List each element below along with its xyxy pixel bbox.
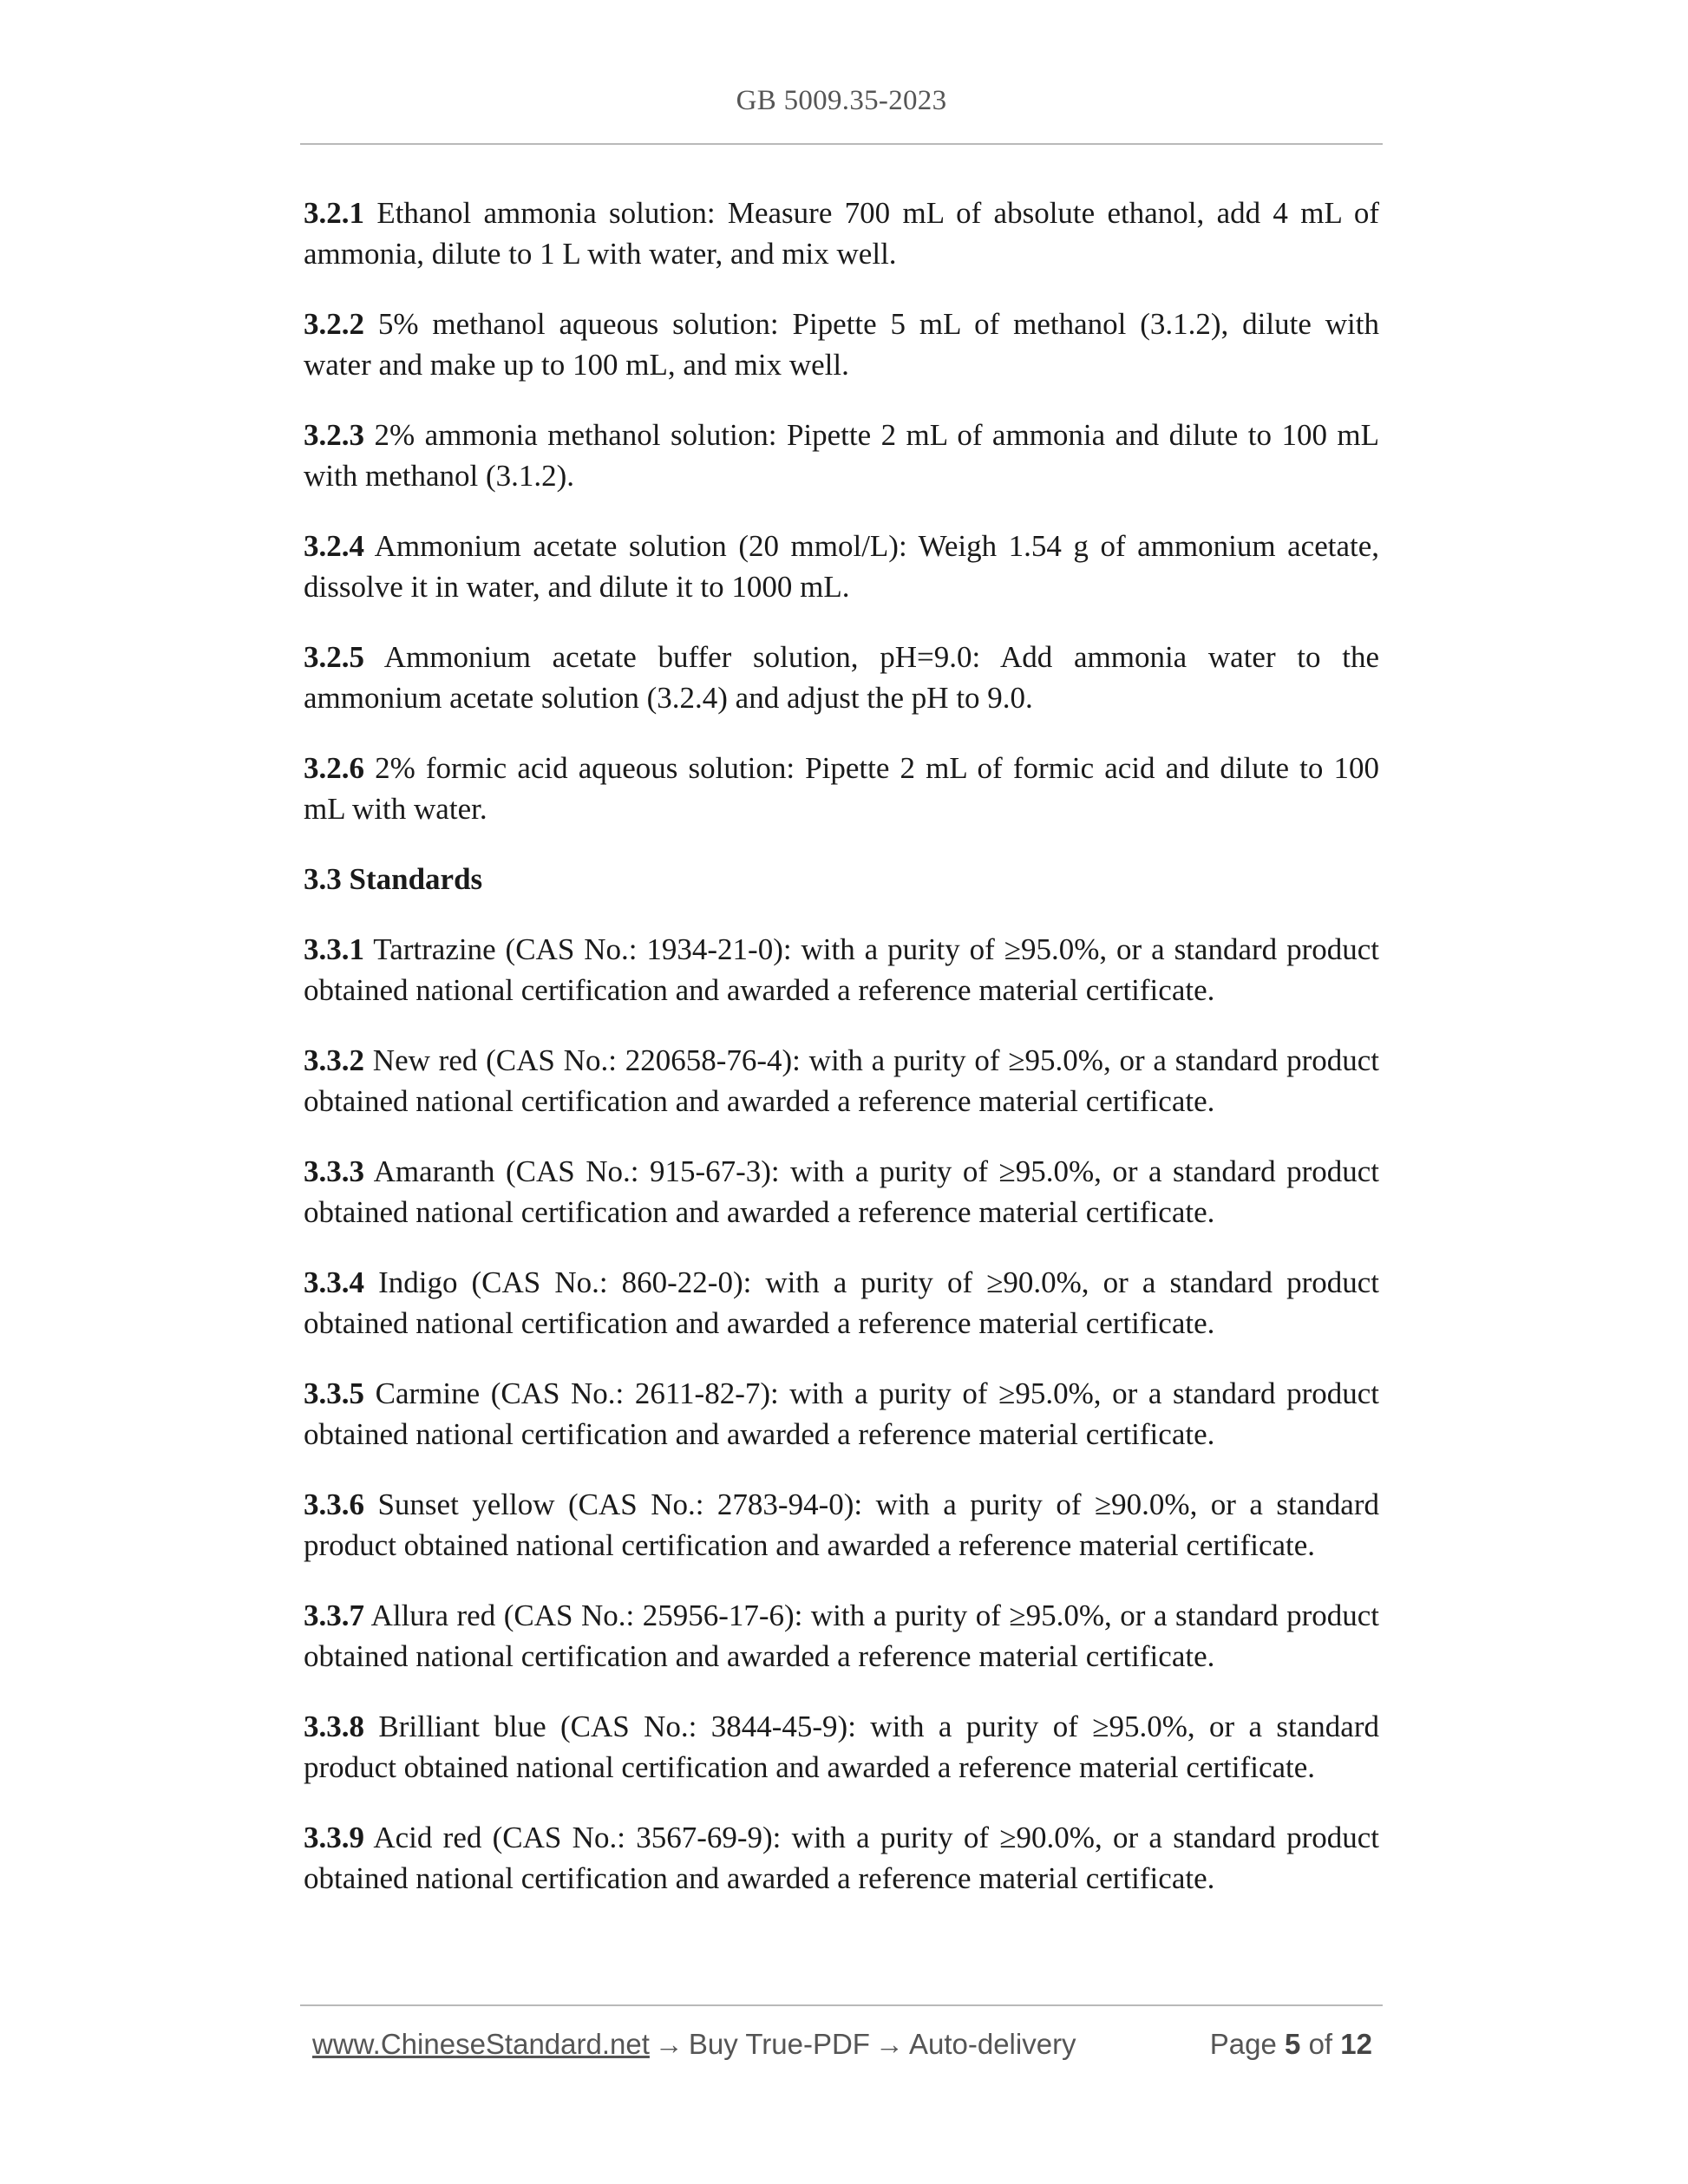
clause-number: 3.3.3 xyxy=(304,1154,364,1188)
clause-number: 3.3.8 xyxy=(304,1710,364,1743)
clause-3-3-4 xyxy=(304,1262,1379,1344)
clause-number: 3.2.1 xyxy=(304,196,364,230)
clause-number: 3.3.2 xyxy=(304,1043,364,1077)
auto-delivery-text: Auto-delivery xyxy=(908,2028,1076,2060)
clause-text: 2% ammonia methanol solution: Pipette 2 mL of ammonia and dilute to 100 mL with methanol (3.1.2). xyxy=(304,418,1380,493)
page-footer xyxy=(312,2028,1372,2068)
header-divider xyxy=(300,143,1383,145)
page-header: GB 5009.35-2023 xyxy=(736,85,947,116)
clause-3-3-7 xyxy=(304,1595,1379,1677)
clause-text: Ammonium acetate solution (20 mmol/L): Weigh 1.54 g of ammonium acetate, dissolve it in water, and dilute it to 1000 mL. xyxy=(304,529,1380,604)
clause-number: 3.3.9 xyxy=(304,1821,364,1854)
clause-3-2-4 xyxy=(304,526,1379,607)
clause-number: 3.2.5 xyxy=(304,640,364,674)
page-number xyxy=(1210,2028,1372,2061)
clause-3-2-6 xyxy=(304,748,1379,829)
clause-3-2-5 xyxy=(304,637,1379,718)
clause-text: Sunset yellow (CAS No.: 2783-94-0): with a purity of ≥90.0%, or a standard product obtained national certification and awarded a reference material certificate. xyxy=(304,1488,1379,1562)
document-body xyxy=(304,193,1379,1928)
clause-text: Acid red (CAS No.: 3567-69-9): with a purity of ≥90.0%, or a standard product obtained national certification and awarded a reference material certificate. xyxy=(304,1821,1379,1895)
clause-3-3-2 xyxy=(304,1040,1379,1121)
clause-text: 2% formic acid aqueous solution: Pipette 2 mL of formic acid and dilute to 100 mL with water. xyxy=(304,751,1380,826)
clause-3-2-3 xyxy=(304,415,1379,496)
clause-3-3-1 xyxy=(304,929,1379,1010)
clause-text: 5% methanol aqueous solution: Pipette 5 mL of methanol (3.1.2), dilute with water and make up to 100 mL, and mix well. xyxy=(304,307,1379,382)
clause-text: New red (CAS No.: 220658-76-4): with a purity of ≥95.0%, or a standard product obtained national certification and awarded a reference material certificate. xyxy=(304,1043,1380,1118)
clause-number: 3.3.1 xyxy=(304,932,364,966)
clause-3-3-9 xyxy=(304,1817,1379,1899)
footer-promo xyxy=(312,2028,1076,2061)
of-label: of xyxy=(1308,2028,1333,2060)
arrow-right-icon: → xyxy=(654,2028,684,2060)
clause-text: Brilliant blue (CAS No.: 3844-45-9): with a purity of ≥95.0%, or a standard product obtained national certification and awarded a reference material certificate. xyxy=(304,1710,1379,1784)
clause-text: Indigo (CAS No.: 860-22-0): with a purity of ≥90.0%, or a standard product obtained national certification and awarded a reference material certificate. xyxy=(304,1265,1380,1340)
clause-text: Ethanol ammonia solution: Measure 700 mL of absolute ethanol, add 4 mL of ammonia, dilute to 1 L with water, and mix well. xyxy=(304,196,1380,271)
clause-text: Ammonium acetate buffer solution, pH=9.0: Add ammonia water to the ammonium acetate solution (3.2.4) and adjust the pH to 9.0. xyxy=(304,640,1379,715)
total-pages: 12 xyxy=(1340,2028,1372,2060)
clause-number: 3.3.7 xyxy=(304,1599,364,1632)
footer-divider xyxy=(300,2004,1383,2006)
clause-number: 3.2.2 xyxy=(304,307,364,341)
clause-text: Amaranth (CAS No.: 915-67-3): with a purity of ≥95.0%, or a standard product obtained national certification and awarded a reference material certificate. xyxy=(304,1154,1380,1229)
clause-3-3-8 xyxy=(304,1706,1379,1788)
clause-3-3-5 xyxy=(304,1373,1379,1455)
clause-3-2-1 xyxy=(304,193,1379,274)
clause-text: Allura red (CAS No.: 25956-17-6): with a purity of ≥95.0%, or a standard product obtained national certification and awarded a reference material certificate. xyxy=(304,1599,1379,1673)
buy-true-pdf-text: Buy True-PDF xyxy=(688,2028,870,2060)
clause-text: Carmine (CAS No.: 2611-82-7): with a purity of ≥95.0%, or a standard product obtained national certification and awarded a reference material certificate. xyxy=(304,1376,1380,1451)
arrow-right-icon: → xyxy=(874,2028,904,2060)
current-page: 5 xyxy=(1285,2028,1301,2060)
clause-number: 3.3.5 xyxy=(304,1376,364,1410)
clause-number: 3.3.4 xyxy=(304,1265,364,1299)
clause-3-3-6 xyxy=(304,1484,1379,1566)
clause-3-3-3 xyxy=(304,1151,1379,1233)
section-heading-standards: 3.3 Standards xyxy=(304,862,483,896)
clause-number: 3.2.4 xyxy=(304,529,364,563)
website-link[interactable]: www.ChineseStandard.net xyxy=(312,2028,650,2060)
page-label: Page xyxy=(1209,2028,1277,2060)
clause-3-2-2 xyxy=(304,304,1379,385)
clause-number: 3.2.3 xyxy=(304,418,364,452)
clause-number: 3.3.6 xyxy=(304,1488,364,1521)
clause-text: Tartrazine (CAS No.: 1934-21-0): with a purity of ≥95.0%, or a standard product obtained national certification and awarded a reference material certificate. xyxy=(304,932,1379,1007)
clause-number: 3.2.6 xyxy=(304,751,364,785)
